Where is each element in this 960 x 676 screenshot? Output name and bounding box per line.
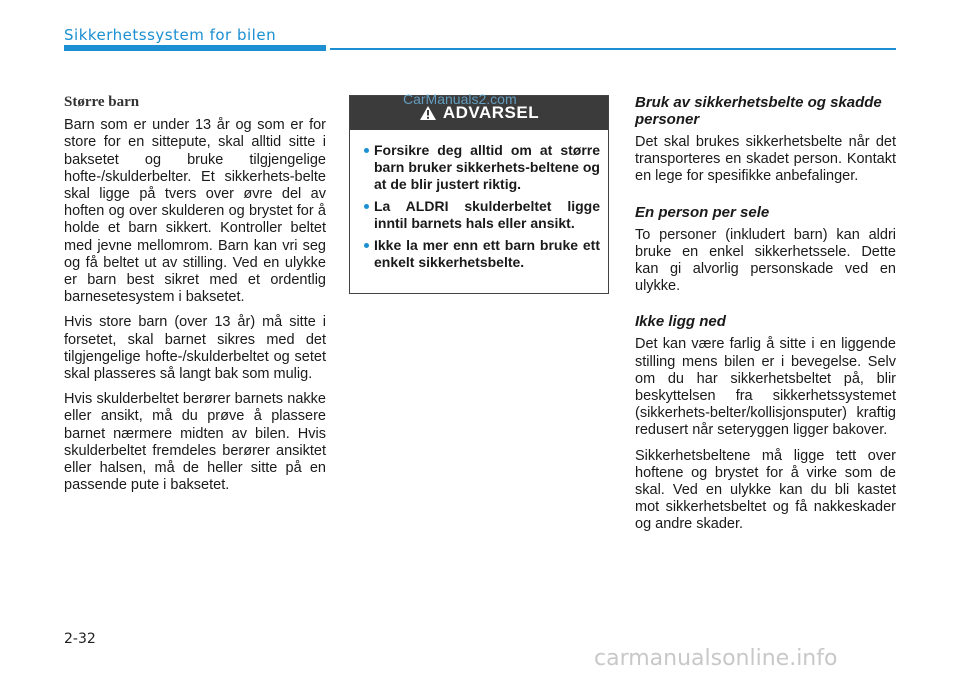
section-title: Sikkerhetssystem for bilen	[64, 26, 277, 44]
left-column	[64, 94, 326, 502]
header-rule-thick	[64, 45, 326, 51]
heading-one-person-per-belt: En person per sele	[635, 203, 770, 221]
left-paragraph-1: Barn som er under 13 år og som er for store for en sittepute, skal alltid sitte i baksetet og bruke tilgjengelige hofte-/skulderbelter. Et sikkerhets-belte skal ligge på tvers over øvre del av hoften og over skulderen og brystet for å holde et barn sikkert. Kontroller beltet med jevne mellomrom. Barn kan vri seg og få beltet ut av stilling. Ved en ulykke er barn best sikret med et ordentlig barnesetesystem i baksetet.	[64, 117, 326, 306]
left-paragraph-2: Hvis store barn (over 13 år) må sitte i forsetet, skal barnet sikres med det tilgjengelige hofte-/skulderbeltet og setet skal plasseres så langt bak som mulig.	[64, 314, 326, 383]
warning-item-2: La ALDRI skulderbeltet ligge inntil barnets hals eller ansikt.	[364, 198, 600, 232]
text-do-not-recline-1: Det kan være farlig å sitte i en liggende stilling mens bilen er i bevegelse. Selv om du har sikkerhetsbeltet på, blir beskyttelsen fra sikkerhetssystemet (sikkerhets-belter/kollisjonsputer) kraftig redusert når seteryggen ligger bakover.	[635, 336, 896, 439]
text-do-not-recline-2: Sikkerhetsbeltene må ligge tett over hoftene og brystet for å virke som de skal. Ved en ulykke kan du bli kastet mot sikkerhetsbeltet og få nakkeskader og andre skader.	[635, 447, 896, 533]
heading-injured-persons: Bruk av sikkerhetsbelte og skadde personer	[635, 94, 882, 128]
watermark-carmanuals2: CarManuals2.com	[403, 91, 517, 107]
watermark-carmanualsonline: carmanualsonline.info	[594, 646, 838, 671]
warning-item-1: Forsikre deg alltid om at større barn bruker sikkerhets-beltene og at de blir justert riktig.	[364, 142, 600, 193]
warning-triangle-icon	[419, 105, 437, 121]
warning-title: ADVARSEL	[442, 103, 540, 122]
page-number: 2-32	[64, 631, 96, 647]
header-rule-thin	[330, 48, 896, 50]
warning-item-3: Ikke la mer enn ett barn bruke ett enkelt sikkerhetsbelte.	[364, 237, 600, 271]
warning-box	[349, 95, 609, 294]
heading-do-not-recline: Ikke ligg ned	[635, 313, 726, 331]
text-one-person-per-belt: To personer (inkludert barn) kan aldri bruke en enkel sikkerhetssele. Dette kan gi alvorlig personskade ved en ulykke.	[635, 226, 896, 295]
left-paragraph-3: Hvis skulderbeltet berører barnets nakke eller ansikt, må du prøve å plassere barnet nærmere midten av bilen. Hvis skulderbeltet fremdeles berører ansiktet eller halsen, må de heller sitte på en passende pute i baksetet.	[64, 391, 326, 494]
right-column	[635, 94, 896, 542]
warning-list	[350, 130, 608, 271]
text-injured-persons: Det skal brukes sikkerhetsbelte når det transporteres en skadet person. Kontakt en lege for spesifikke anbefalinger.	[635, 134, 896, 185]
left-heading: Større barn	[64, 94, 140, 110]
